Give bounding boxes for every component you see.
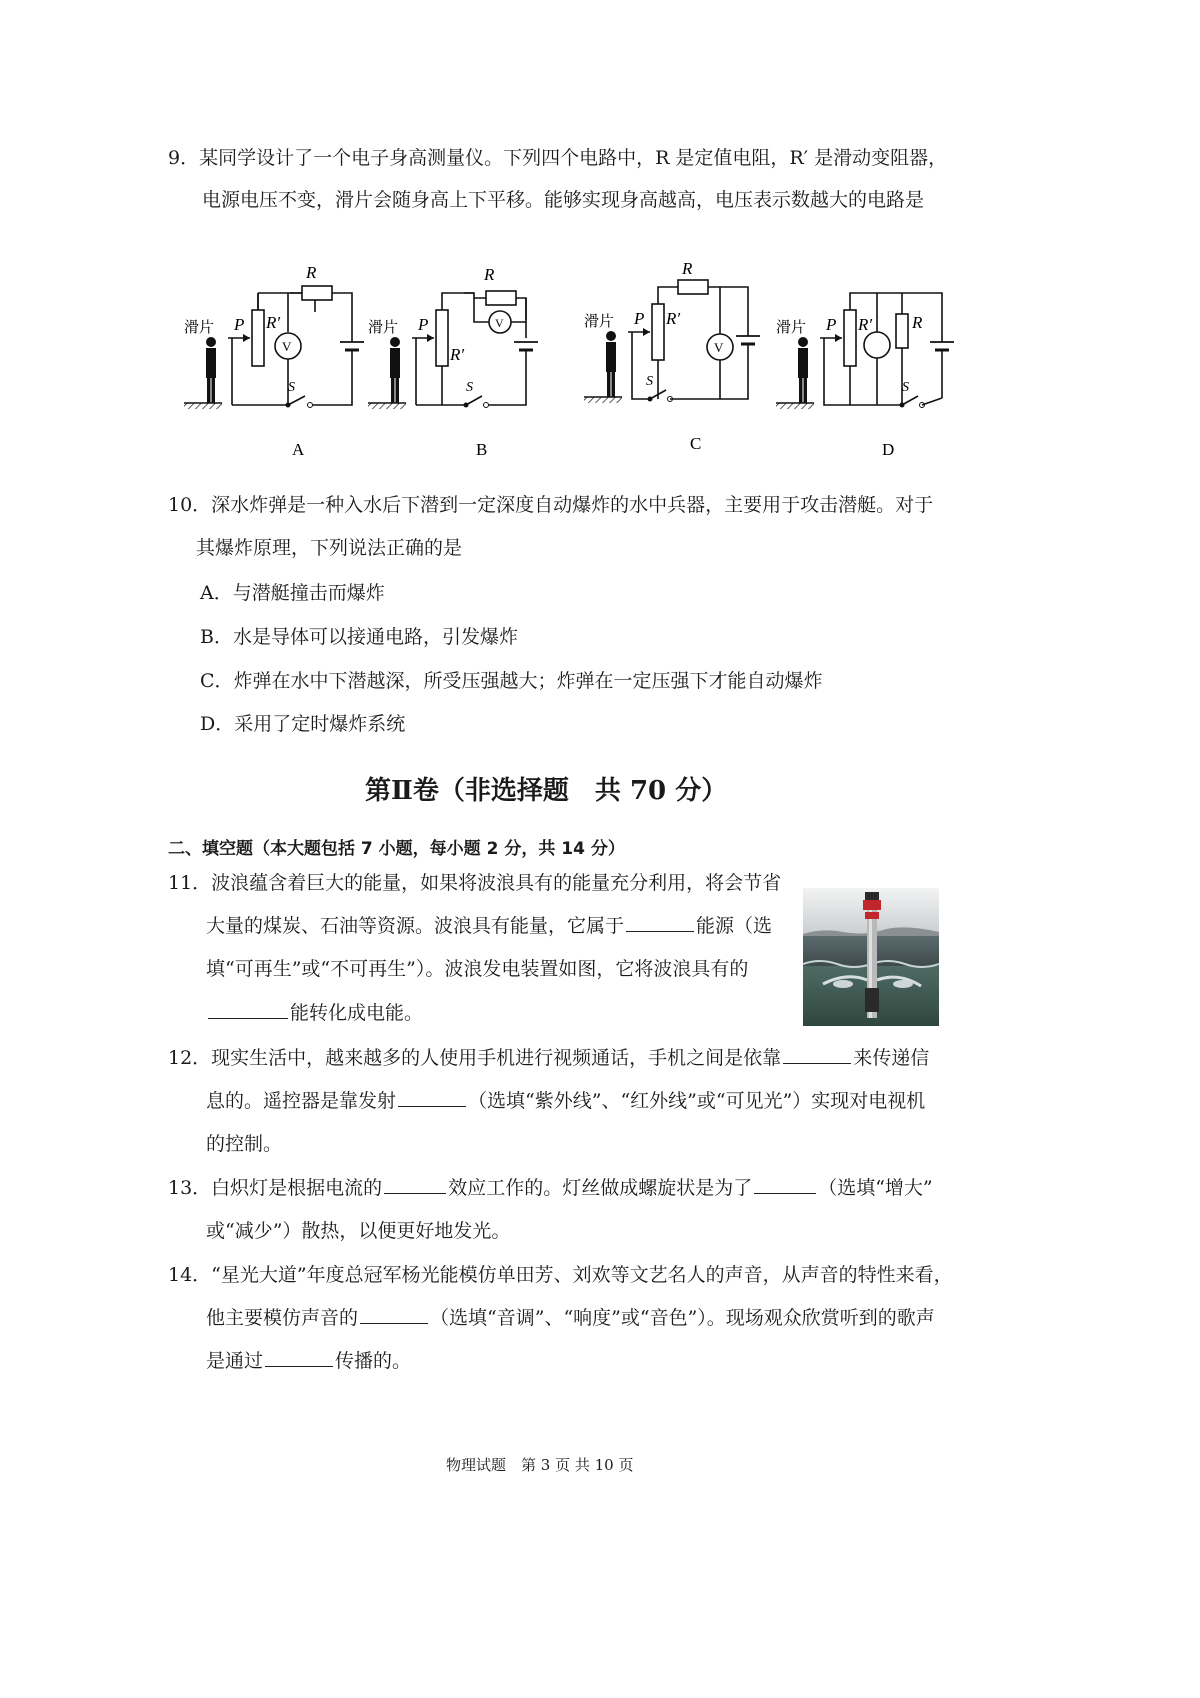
q11-l4-text: 能转化成电能。 <box>290 1002 424 1024</box>
person-icon <box>368 337 406 409</box>
q10-option-c: C．炸弹在水中下潜越深，所受压强越大；炸弹在一定压强下才能自动爆炸 <box>200 670 823 692</box>
q12-l2-text: 息的。遥控器是靠发射 <box>206 1090 397 1112</box>
answer-blank[interactable] <box>754 1175 816 1194</box>
q9-line1: 9．某同学设计了一个电子身高测量仪。下列四个电路中，R 是定值电阻，R′ 是滑动变阻器， <box>168 147 948 169</box>
r-label: R <box>912 313 923 332</box>
p-label: P <box>234 315 245 334</box>
answer-blank[interactable] <box>626 913 694 932</box>
q9-line2: 电源电压不变，滑片会随身高上下平移。能够实现身高越高，电压表示数越大的电路是 <box>202 189 925 211</box>
q10-option-a: A．与潜艇撞击而爆炸 <box>200 582 385 604</box>
q13-l1-mid: 效应工作的。灯丝做成螺旋状是为了 <box>448 1177 753 1199</box>
q12-line1 <box>168 1035 929 1081</box>
q13-l1-tail: （选填“增大” <box>818 1177 933 1199</box>
circuit-d <box>776 293 954 459</box>
answer-blank[interactable] <box>265 1348 333 1367</box>
rvar-label: R′ <box>858 315 873 334</box>
r-label: R <box>306 263 317 282</box>
part2-title: 第Ⅱ卷（非选择题 共 70 分） <box>365 776 728 806</box>
rvar-label: R′ <box>450 345 465 364</box>
answer-blank[interactable] <box>208 1000 288 1019</box>
q10-option-b: B．水是导体可以接通电路，引发爆炸 <box>200 626 518 648</box>
person-icon <box>584 331 622 403</box>
circuit-b <box>368 265 538 459</box>
switch-label: S <box>288 380 295 395</box>
answer-blank[interactable] <box>384 1175 446 1194</box>
q11-l2-tail: 能源（选 <box>696 915 773 937</box>
meter-label: V <box>282 339 292 354</box>
r-label: R <box>682 259 693 278</box>
person-icon <box>184 337 222 409</box>
circuit-d-label: D <box>882 440 895 459</box>
q12-line2 <box>206 1078 925 1124</box>
q14-l2-tail: （选填“音调”、“响度”或“音色”）。现场观众欣赏听到的歌声 <box>430 1307 935 1329</box>
q14-line3 <box>206 1338 411 1384</box>
q13-line2: 或“减少”）散热，以便更好地发光。 <box>206 1220 511 1242</box>
slider-label: 滑片 <box>776 320 807 336</box>
answer-blank[interactable] <box>360 1305 428 1324</box>
p-label: P <box>634 309 645 328</box>
q11-line2 <box>206 903 772 949</box>
q11-line1: 11．波浪蕴含着巨大的能量，如果将波浪具有的能量充分利用，将会节省 <box>168 872 782 894</box>
q12-l1-text: 12．现实生活中，越来越多的人使用手机进行视频通话，手机之间是依靠 <box>168 1047 782 1069</box>
circuit-a <box>184 263 364 459</box>
wave-generator-photo <box>803 888 939 1026</box>
q14-l3-tail: 传播的。 <box>335 1350 412 1372</box>
q10-option-d: D．采用了定时爆炸系统 <box>200 713 406 735</box>
q12-l2-tail: （选填“紫外线”、“红外线”或“可见光”）实现对电视机 <box>468 1090 926 1112</box>
q13-line1 <box>168 1165 933 1211</box>
switch-label: S <box>466 380 473 395</box>
q10-line1: 10．深水炸弹是一种入水后下潜到一定深度自动爆炸的水中兵器，主要用于攻击潜艇。对于 <box>168 494 934 516</box>
q13-l1-text: 13．白炽灯是根据电流的 <box>168 1177 383 1199</box>
q11-l2-text: 大量的煤炭、石油等资源。波浪具有能量，它属于 <box>206 915 625 937</box>
q14-line2 <box>206 1295 935 1341</box>
q14-l2-text: 他主要模仿声音的 <box>206 1307 359 1329</box>
circuit-b-label: B <box>476 440 488 459</box>
circuit-c-label: C <box>690 434 702 453</box>
section-title: 二、填空题（本大题包括 7 小题，每小题 2 分，共 14 分） <box>168 839 625 859</box>
q11-line3: 填“可再生”或“不可再生”）。波浪发电装置如图，它将波浪具有的 <box>206 958 749 980</box>
slider-label: 滑片 <box>368 320 399 336</box>
slider-label: 滑片 <box>184 320 215 336</box>
q14-line1: 14．“星光大道”年度总冠军杨光能模仿单田芳、刘欢等文艺名人的声音，从声音的特性来看， <box>168 1264 953 1286</box>
answer-blank[interactable] <box>783 1045 851 1064</box>
circuit-a-label: A <box>292 440 305 459</box>
q12-line3: 的控制。 <box>206 1133 283 1155</box>
rvar-label: R′ <box>666 309 681 328</box>
answer-blank[interactable] <box>398 1088 466 1107</box>
slider-label: 滑片 <box>584 314 615 330</box>
q9-circuits <box>170 250 970 465</box>
circuit-c <box>584 259 760 453</box>
switch-label: S <box>646 374 653 389</box>
switch-label: S <box>902 380 909 395</box>
rvar-label: R′ <box>266 313 281 332</box>
p-label: P <box>418 315 429 334</box>
q14-l3-text: 是通过 <box>206 1350 264 1372</box>
person-icon <box>776 337 814 409</box>
meter-label: V <box>495 316 504 330</box>
r-label: R <box>484 265 495 284</box>
q11-line4 <box>206 990 423 1036</box>
q12-l1-tail: 来传递信 <box>853 1047 930 1069</box>
meter-label: V <box>714 340 724 355</box>
q10-line2: 其爆炸原理，下列说法正确的是 <box>196 537 463 559</box>
p-label: P <box>826 315 837 334</box>
page-footer: 物理试题 第 3 页 共 10 页 <box>446 1456 634 1474</box>
